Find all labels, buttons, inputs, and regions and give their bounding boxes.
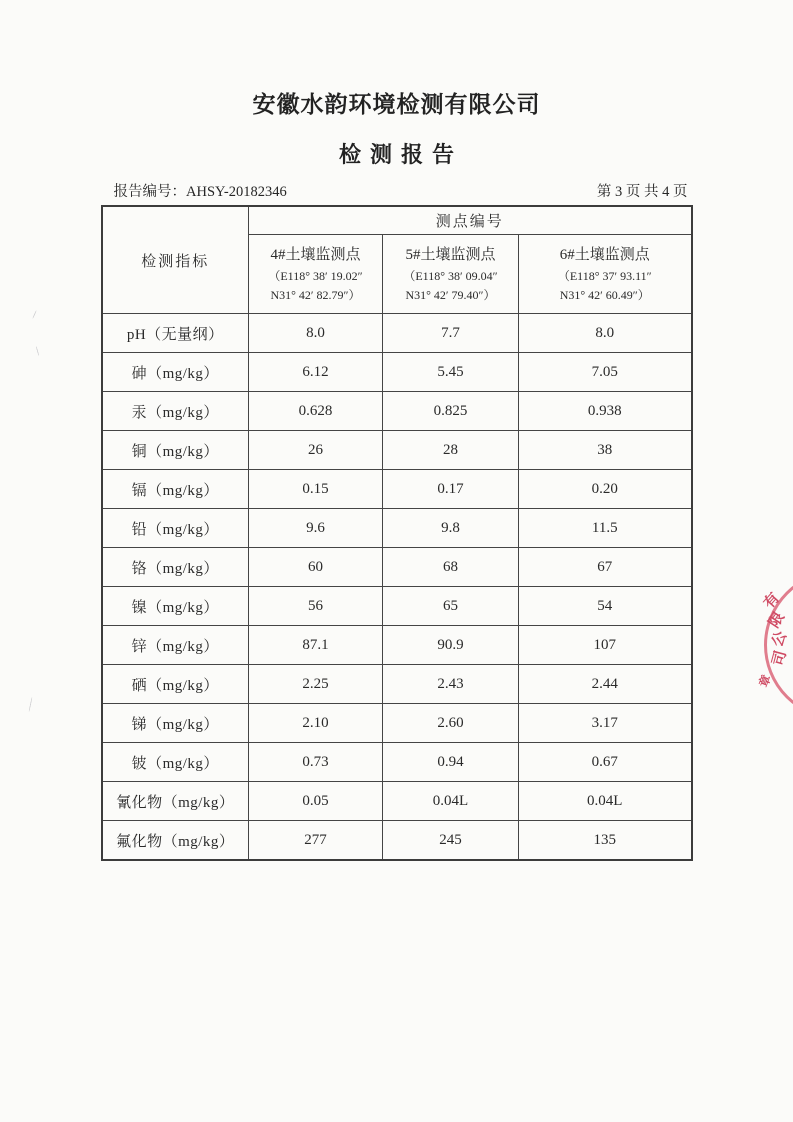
column-header-indicator: 检测指标: [102, 206, 249, 314]
row-value: 277: [249, 821, 383, 861]
scan-artifact: [28, 697, 32, 712]
row-value: 0.17: [383, 470, 519, 509]
site-name: 6#土壤监测点: [559, 246, 650, 263]
column-header-site-5: [383, 235, 519, 314]
site-coordinate-line: （E118° 38′ 09.04″: [403, 268, 498, 283]
table-row: [102, 548, 692, 587]
row-value: 67: [519, 548, 692, 587]
report-meta: [104, 180, 690, 201]
row-value: 2.10: [249, 704, 383, 743]
row-value: 60: [249, 548, 383, 587]
stamp-character: 司: [770, 649, 790, 668]
row-value: 9.6: [249, 509, 383, 548]
row-indicator-label: 氟化物（mg/kg）: [102, 821, 249, 861]
row-value: 2.25: [249, 665, 383, 704]
row-value: 0.73: [249, 743, 383, 782]
stamp-character: 限: [766, 609, 788, 631]
row-value: 2.44: [519, 665, 692, 704]
results-table-body: [102, 314, 692, 861]
row-value: 54: [519, 587, 692, 626]
site-coordinate-line: N31° 42′ 60.49″）: [559, 288, 650, 302]
row-indicator-label: 铜（mg/kg）: [102, 431, 249, 470]
row-indicator-label: 铬（mg/kg）: [102, 548, 249, 587]
table-row: [102, 509, 692, 548]
row-value: 0.938: [519, 392, 692, 431]
site-coordinate-line: N31° 42′ 79.40″）: [405, 288, 496, 302]
site-name: 5#土壤监测点: [405, 246, 496, 263]
row-indicator-label: 镉（mg/kg）: [102, 470, 249, 509]
table-row: [102, 665, 692, 704]
row-value: 107: [519, 626, 692, 665]
row-value: 56: [249, 587, 383, 626]
table-row: [102, 314, 692, 353]
row-value: 0.15: [249, 470, 383, 509]
row-value: 11.5: [519, 509, 692, 548]
row-value: 7.05: [519, 353, 692, 392]
report-title: 检测报告: [338, 142, 463, 167]
row-value: 2.43: [383, 665, 519, 704]
results-table: [101, 205, 693, 861]
row-value: 8.0: [249, 314, 383, 353]
table-row: [102, 626, 692, 665]
row-value: 28: [383, 431, 519, 470]
row-indicator-label: 锑（mg/kg）: [102, 704, 249, 743]
row-value: 0.825: [383, 392, 519, 431]
row-value: 6.12: [249, 353, 383, 392]
row-value: 26: [249, 431, 383, 470]
table-row: [102, 704, 692, 743]
row-value: 87.1: [249, 626, 383, 665]
stamp-seal-character: 章: [756, 672, 774, 690]
row-value: 0.04L: [383, 782, 519, 821]
row-value: 90.9: [383, 626, 519, 665]
table-row: [102, 431, 692, 470]
row-value: 9.8: [383, 509, 519, 548]
page-indicator: 第 3 页 共 4 页: [596, 184, 688, 200]
row-indicator-label: 铅（mg/kg）: [102, 509, 249, 548]
row-indicator-label: 铍（mg/kg）: [102, 743, 249, 782]
column-header-group: 测点编号: [249, 206, 692, 235]
row-value: 5.45: [383, 353, 519, 392]
column-header-site-6: [519, 235, 692, 314]
row-indicator-label: pH（无量纲）: [102, 314, 249, 353]
row-value: 0.94: [383, 743, 519, 782]
company-name: 安徽水韵环境检测有限公司: [252, 91, 541, 117]
scan-artifact: [32, 310, 37, 319]
row-value: 0.05: [249, 782, 383, 821]
table-row: [102, 470, 692, 509]
table-header-row-group: [102, 206, 692, 235]
row-indicator-label: 汞（mg/kg）: [102, 392, 249, 431]
row-value: 8.0: [519, 314, 692, 353]
site-coordinate-line: （E118° 38′ 19.02″: [268, 268, 363, 283]
site-coordinate-line: N31° 42′ 82.79″）: [270, 288, 361, 302]
row-value: 0.20: [519, 470, 692, 509]
row-value: 65: [383, 587, 519, 626]
table-row: [102, 743, 692, 782]
row-value: 3.17: [519, 704, 692, 743]
row-value: 2.60: [383, 704, 519, 743]
row-indicator-label: 硒（mg/kg）: [102, 665, 249, 704]
report-number: 报告编号：AHSY-20182346: [113, 184, 287, 200]
site-name: 4#土壤监测点: [270, 246, 361, 263]
scan-artifact: [36, 346, 40, 356]
stamp-character: 公: [769, 629, 791, 650]
row-indicator-label: 镍（mg/kg）: [102, 587, 249, 626]
row-value: 245: [383, 821, 519, 861]
row-value: 0.04L: [519, 782, 692, 821]
row-value: 0.67: [519, 743, 692, 782]
row-indicator-label: 砷（mg/kg）: [102, 353, 249, 392]
stamp-character: 有: [761, 590, 784, 613]
row-value: 7.7: [383, 314, 519, 353]
table-row: [102, 587, 692, 626]
column-header-site-4: [249, 235, 383, 314]
row-value: 38: [519, 431, 692, 470]
row-indicator-label: 氰化物（mg/kg）: [102, 782, 249, 821]
row-indicator-label: 锌（mg/kg）: [102, 626, 249, 665]
row-value: 135: [519, 821, 692, 861]
table-row: [102, 782, 692, 821]
table-row: [102, 821, 692, 861]
row-value: 68: [383, 548, 519, 587]
table-row: [102, 353, 692, 392]
site-coordinate-line: （E118° 37′ 93.11″: [557, 268, 652, 283]
row-value: 0.628: [249, 392, 383, 431]
table-row: [102, 392, 692, 431]
